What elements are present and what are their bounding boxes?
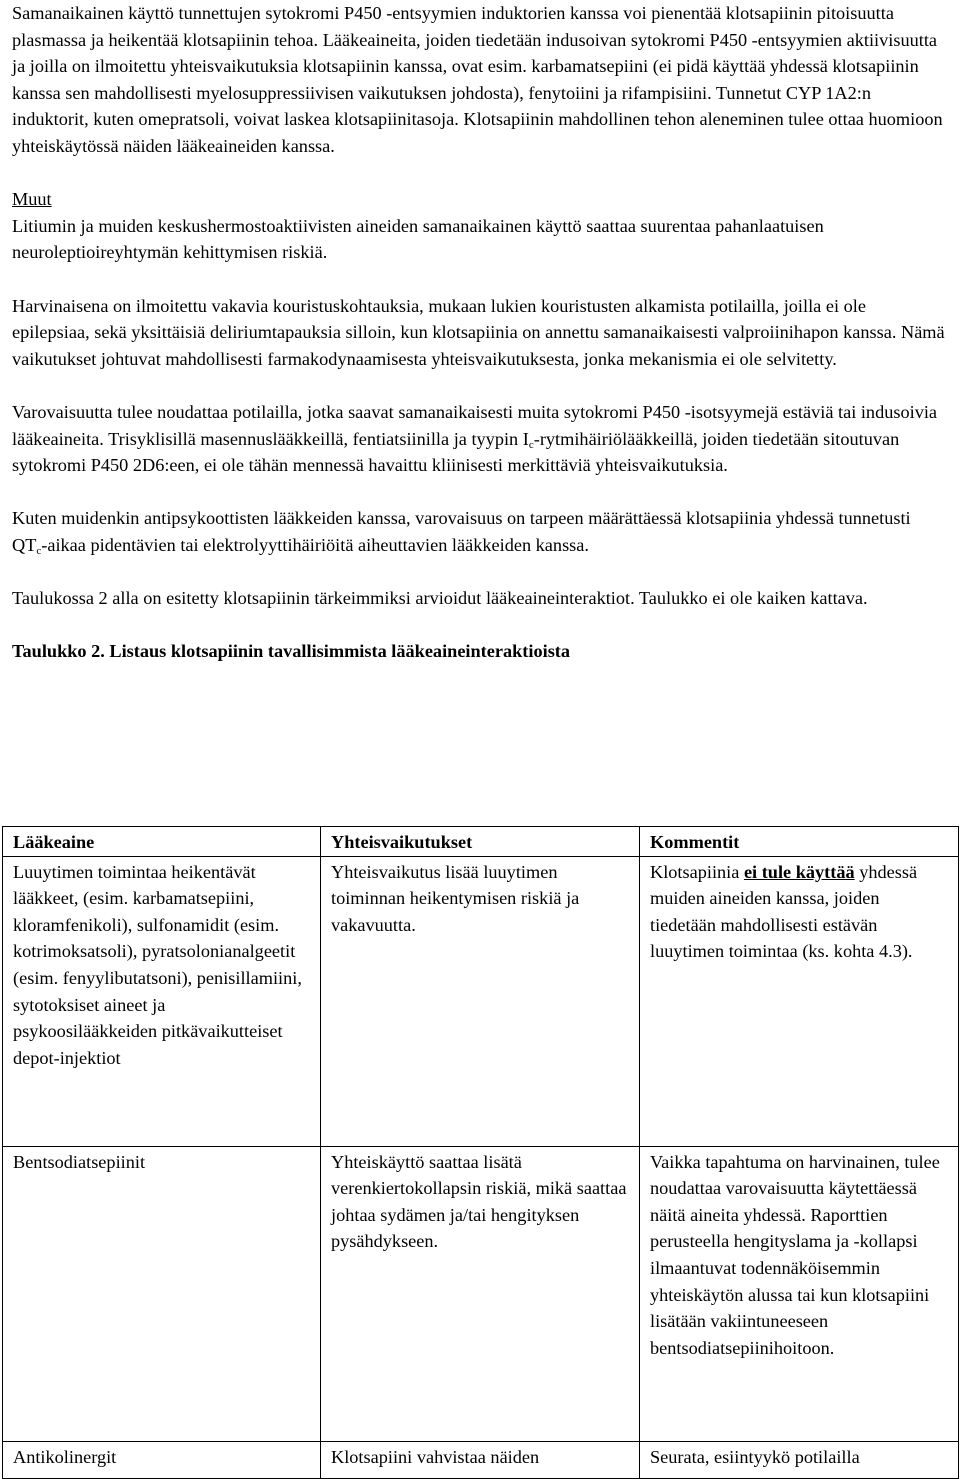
paragraph-cyp450-text-a: Varovaisuutta tulee noudattaa potilailla, jotka saavat samanaikaisesti muita sytokromi P450 -isotsyymejä estäviä tai indusoivia lääkeaineita. Trisyklisillä masennuslääkkeillä, fentiatsiinilla ja tyypin I bbox=[12, 401, 938, 449]
cell-drug: Luuytimen toimintaa heikentävät lääkkeet, (esim. karbamatsepiini, kloramfenikoli), sulfonamidit (esim. kotrimoksatsoli), pyratsolonianalgeetit (esim. fenyylibutatsoni), penisillamiini, sytotoksiset aineet ja psykoosilääkkeiden pitkävaikutteiset depot-injektiot bbox=[3, 856, 321, 1146]
paragraph-inducers: Samanaikainen käyttö tunnettujen sytokromi P450 -entsyymien induktorien kanssa voi pienentää klotsapiinin pitoisuutta plasmassa ja heikentää klotsapiinin tehoa. Lääkeaineita, joiden tiedetään indusoivan sytokromi P450 -entsyymien aktiivisuutta ja joilla on ilmoitettu yhteisvaikutuksia klotsapiinin kanssa, ovat esim. karbamatsepiini (ei pidä käyttää yhdessä klotsapiinin kanssa sen mahdollisesti myelosuppressiivisen vaikutuksen johdosta), fenytoiini ja rifampisiini. Tunnetut CYP 1A2:n induktorit, kuten omepratsoli, voivat laskea klotsapiinitasoja. Klotsapiinin mahdollinen tehon aleneminen tulee ottaa huomioon yhteiskäytössä näiden lääkeaineiden kanssa. bbox=[12, 3, 943, 156]
spacer bbox=[12, 479, 948, 506]
table-row bbox=[3, 1441, 959, 1479]
cell-interaction: Klotsapiini vahvistaa näiden bbox=[321, 1441, 640, 1479]
subscript-c: c bbox=[528, 438, 534, 451]
paragraph-seizures: Harvinaisena on ilmoitettu vakavia kouristuskohtauksia, mukaan lukien kouristusten alkamista potilailla, joilla ei ole epilepsiaa, sekä yksittäisiä deliriumtapauksia silloin, kun klotsapiinia on annettu samanaikaisesti valproiinihapon kanssa. Nämä vaikutukset johtuvat mahdollisesti farmakodynaamisesta yhteisvaikutuksesta, jonka mekanismia ei ole selvitetty. bbox=[12, 295, 945, 369]
header-comment: Kommentit bbox=[640, 827, 959, 857]
paragraph-qtc bbox=[12, 505, 948, 558]
paragraph-qtc-text-a: Kuten muidenkin antipsykoottisten lääkkeiden kanssa, varovaisuus on tarpeen määrättäessä klotsapiinia yhdessä tunnetusti QT bbox=[12, 508, 911, 555]
cell-comment: Vaikka tapahtuma on harvinainen, tulee noudattaa varovaisuutta käytettäessä näitä aineita yhdessä. Raporttien perusteella hengityslama ja -kollapsi ilmaantuvat todennäköisemmin yhteiskäytön alussa tai kun klotsapiini lisätään vakiintuneeseen bentsodiatsepiinihoitoon. bbox=[640, 1146, 959, 1441]
paragraph-table-intro: Taulukossa 2 alla on esitetty klotsapiinin tärkeimmiksi arvioidut lääkeaineinteraktiot. Taulukko ei ole kaiken kattava. bbox=[12, 588, 868, 609]
paragraph-lithium: Litiumin ja muiden keskushermostoaktiivisten aineiden samanaikainen käyttö saattaa suurentaa pahanlaatuisen neuroleptioireyhtymän kehittymisen riskiä. bbox=[12, 215, 824, 263]
section-heading-muut bbox=[12, 186, 948, 213]
header-drug: Lääkeaine bbox=[3, 827, 321, 857]
comment-emphasis: ei tule käyttää bbox=[743, 861, 855, 882]
cell-drug: Bentsodiatsepiinit bbox=[3, 1146, 321, 1441]
cell-interaction: Yhteisvaikutus lisää luuytimen toiminnan heikentymisen riskiä ja vakavuutta. bbox=[321, 856, 640, 1146]
spacer bbox=[12, 372, 948, 399]
comment-text-a: Klotsapiinia bbox=[650, 861, 744, 882]
cell-comment: Seurata, esiintyykö potilailla bbox=[640, 1441, 959, 1479]
subscript-c: c bbox=[36, 544, 42, 557]
cell-drug: Antikolinergit bbox=[3, 1441, 321, 1479]
cell-interaction: Yhteiskäyttö saattaa lisätä verenkiertokollapsin riskiä, mikä saattaa johtaa sydämen ja/tai hengityksen pysähdykseen. bbox=[321, 1146, 640, 1441]
spacer bbox=[12, 558, 948, 585]
table-title: Taulukko 2. Listaus klotsapiinin tavallisimmista lääkeaineinteraktioista bbox=[12, 641, 571, 662]
paragraph-cyp450-caution bbox=[12, 399, 948, 479]
spacer bbox=[12, 160, 948, 187]
interaction-table bbox=[2, 826, 959, 1479]
muut-heading-text: Muut bbox=[12, 189, 52, 210]
header-interaction: Yhteisvaikutukset bbox=[321, 827, 640, 857]
table-row bbox=[3, 856, 959, 1146]
paragraph-qtc-text-b: -aikaa pidentävien tai elektrolyyttihäiriöitä aiheuttavien lääkkeiden kanssa. bbox=[41, 534, 589, 555]
table-header-row bbox=[3, 827, 959, 857]
comment-text-b: yhdessä muiden aineiden kanssa, joiden tiedetään mahdollisesti estävän luuytimen toimintaa (ks. kohta 4.3). bbox=[650, 861, 918, 962]
spacer bbox=[12, 612, 948, 639]
document-page bbox=[12, 0, 948, 665]
spacer bbox=[12, 266, 948, 293]
paragraph-cyp450-text-b: -rytmihäiriölääkkeillä, joiden tiedetään sitoutuvan sytokromi P450 2D6:een, ei ole tähän mennessä havaittu kliinisesti merkittäviä yhteisvaikutuksia. bbox=[12, 428, 900, 476]
table-row bbox=[3, 1146, 959, 1441]
cell-comment bbox=[640, 856, 959, 1146]
